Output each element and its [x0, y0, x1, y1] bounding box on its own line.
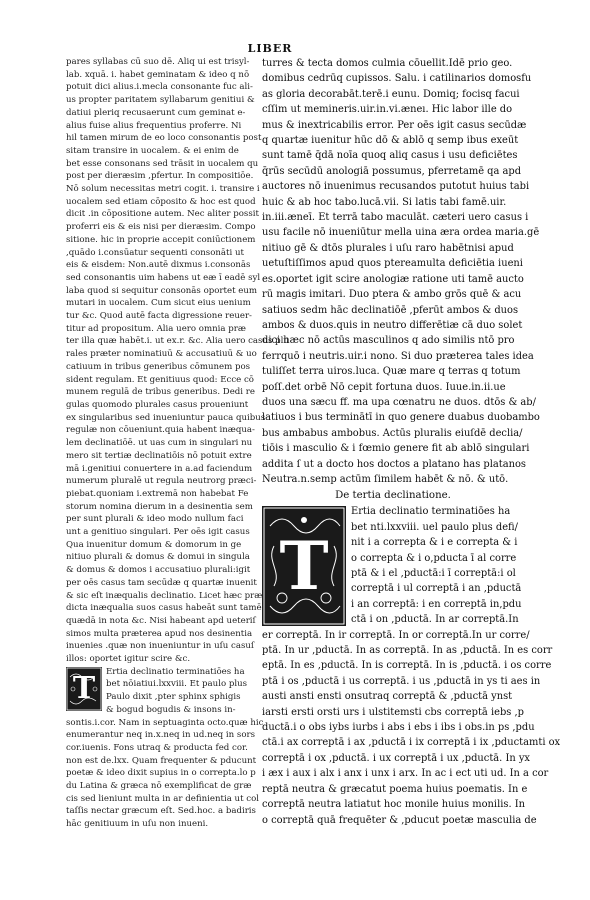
text-line: in.iii.æneī. Et terrā tabo maculāt. cæteri uero casus i — [262, 212, 529, 224]
text-line: correptā i ul correptā i an ,pductā — [351, 583, 522, 595]
text-line: ptā. In ur ,pductā. In as correptā. In as ,pductā. In es corr — [262, 645, 553, 657]
text-line: dicit .in cōpositione autem. Nec aliter possit — [66, 209, 259, 220]
text-line: cis sed lieniunt multa in ar definientia ut col — [66, 793, 260, 804]
text-line: bus ambabus ambobus. Actūs pluralis eiuſdē declia/ — [262, 427, 523, 439]
text-line: ductā.i o obs iybs iurbs i abs i ebs i ibs i obs.in ps ,pdu — [262, 722, 535, 734]
text-line: mutari in uocalem. Cum sicut eius uenium — [66, 298, 251, 309]
text-line: pares syllabas cū suo dē. Aliq ui est trisyl- — [66, 57, 250, 67]
text-line: duos una sæcu ff. ma upa cœnatru ne duos. dtōs & ab/ — [262, 396, 536, 408]
text-line: du Latina & græca nō exemplificat de græ — [66, 781, 252, 792]
text-line: numerum pluralē ut regula neutrorg præci- — [66, 476, 257, 487]
text-line: latiuos i bus terminātī in quo genere duabus duobambo — [262, 412, 540, 424]
left-column — [66, 56, 289, 846]
section-heading: De tertia declinatione. — [335, 490, 451, 502]
text-line: quædā in nota &c. Nisi habeant apd ueteriſ — [66, 615, 256, 626]
right-column-text — [262, 56, 540, 487]
text-line: piebat.quoniam i.extremā non habebat Fe — [66, 488, 249, 499]
text-line: nitiuo plurali & domus & domui in singula — [66, 552, 250, 563]
text-line: titur ad propositum. Alia uero omnia præ — [66, 323, 246, 334]
text-line: enumerantur neq in.x.neq in ud.neq in sors — [66, 730, 256, 741]
text-line: Neutra.n.semp actūm ſimilem habēt & nō. & utō. — [262, 473, 509, 485]
text-line: as gloria decorabāt.terē.i eunu. Domiq; focisq facui — [262, 88, 520, 100]
text-line: huic & ab hoc tabo.lucā.vii. Si latis tabi famē.uir. — [262, 196, 507, 208]
text-line: sontis.i.cor. Nam in septuaginta octo.quæ hic — [66, 717, 264, 728]
text-line: iarsti ersti orsti urs i ulstitemsti cbs correptā iebs ,p — [262, 706, 524, 718]
text-line: storum nomina dierum in a desinentia sem — [66, 501, 253, 512]
text-line: & sic eſt inæqualis declinatio. Licet hæc præ — [66, 590, 263, 601]
text-line: dicta inæqualia suos casus habeāt sunt tamē — [66, 603, 262, 614]
text-line: tiōis i masculio & i fœmio genere fit ab ablō singulari — [262, 443, 530, 455]
text-line: & domus & domos i accusatiuo plurali:igit — [66, 565, 251, 576]
text-line: sident regulam. Et genitiuus quod: Ecce cō — [66, 374, 254, 385]
text-line: & bogud bogudis & insons in- — [106, 704, 236, 715]
text-line: sed consonantis uim habens ut eæ ī eadē syl — [66, 272, 261, 283]
text-line: correptā i ox ,pductā. i ux correptā i ux ,pductā. In yx — [262, 752, 530, 764]
text-line: non est de.lxx. Quam frequenter & pducunt — [66, 755, 257, 766]
text-line: alius fuise alius frequentius proferre. Ni — [66, 120, 242, 131]
text-line: satiuos sedm hāc declinatiōē ,pferūt ambos & duos — [262, 304, 519, 316]
text-line: Nō solum necessitas metri cogit. i. transire i — [66, 184, 260, 195]
text-line: es.oportet igit scire anologiæ ratione uti tamē aucto — [262, 273, 524, 285]
text-line: proferri eis & eis nisi per dieræsim. Compo — [66, 222, 256, 233]
left-column-text — [66, 56, 289, 666]
decorated-initial-small — [66, 667, 102, 711]
text-line: unt a genitiuo singulari. Per oēs igit casus — [66, 527, 250, 538]
text-line: poſſ.det orbē Nō cepit fortuna duos. Iuue.in.ii.ue — [262, 381, 506, 393]
text-line: sitione. hic in proprie accepit coniūctionem — [66, 234, 256, 245]
text-line: nitiuo gē & dtōs plurales i uſu raro habētnisi apud — [262, 242, 514, 254]
text-line: turres & tecta domos culmia cōuellit.Idē prio geo. — [262, 58, 513, 69]
text-line: i an correptā: i en correptā in,pdu — [351, 598, 522, 610]
text-line: cor.iuenis. Fons utraq & producta fed cor. — [66, 742, 248, 753]
text-line: ,quādo i.consūatur sequenti consonāti ut — [66, 247, 244, 258]
text-line: mero sit tertiæ declinatiōis nō potuit extre — [66, 450, 252, 461]
text-line: dici hæc nō actūs masculinos q ado similis ntō pro — [262, 335, 515, 347]
text-line: nit i a correpta & i e correpta & i — [351, 537, 518, 549]
text-line: domibus cedrūq cupissos. Salu. i catilinarios domosfu — [262, 73, 532, 85]
right-column-text-after — [262, 643, 561, 828]
text-line: hāc genitiuum in uſu non inueni. — [66, 819, 209, 830]
text-line: sunt tamē q̄dā noīa quoq aliq casus i usu deficiētes — [262, 150, 518, 162]
text-line: ptā i os ,pductā i us correptā. i us ,pductā in ys ti aes in — [262, 675, 541, 687]
text-line: simos multa præterea apud nos desinentia — [66, 628, 253, 639]
text-line: ambos & duos.quis in neutro differētiæ cā duo solet — [262, 319, 523, 331]
text-line: hil tamen mirum de eo loco consonantis post — [66, 133, 262, 144]
text-line: post per dieræsim ,pfertur. In compositiōe. — [66, 171, 254, 182]
left-initial-paragraph — [66, 666, 254, 717]
text-line: usu facile nō inueniūtur mella uina æra ordea maria.gē — [262, 227, 540, 239]
text-line: tur &c. Quod autē facta digressione reuer- — [66, 311, 252, 322]
text-line: bet nti.lxxviii. uel paulo plus defi/ — [351, 521, 518, 533]
decorated-initial-large — [262, 506, 346, 626]
text-line: taſſis nectar græcum eſt. Sed.hoc. a badiris — [66, 806, 256, 817]
text-line: munem regulā de tribus generibus. Dedi re — [66, 387, 255, 398]
text-line: us propter paritatem syllabarum genitiui & — [66, 95, 255, 106]
text-line: lem declinatiōē. ut uas cum in singulari nu — [66, 438, 253, 449]
text-line: rales præter nominatiuū & accusatiuū & uo — [66, 349, 257, 360]
text-line: addita ſ ut a docto hos doctos a platano has platanos — [262, 458, 526, 470]
text-line: ptā & i el ,pductā:i ī correptā:i ol — [351, 568, 516, 579]
text-line: i æx i aux i alx i anx i unx i arx. In ac i ect uti ud. In a cor — [262, 768, 549, 780]
text-line: o correptā quā frequēter & ,pducut poetæ masculia de — [262, 814, 537, 826]
text-line: austi ansti ensti onsutraq correptā & ,pductā ynst — [262, 691, 513, 703]
text-line: Paulo dixit ,pter sphinx sphigis — [106, 692, 241, 703]
text-line: datiui pleriq recusaerunt cum geminat e- — [66, 107, 246, 118]
text-line: Ertia declinatio terminatiōes ha — [106, 666, 245, 677]
text-line: eis & eisdem: Non.autē dixmus i.consonās — [66, 260, 251, 271]
text-line: bet esse consonans sed trāsit in uocalem qu — [66, 158, 259, 169]
text-line: q̄rūs secūdū anologiā possumus, pferretamē qa apd — [262, 165, 522, 177]
text-line: per sunt plurali & ideo modo nullum faci — [66, 514, 244, 525]
text-line: ter illa quæ habēt.i. ut ex.r. &c. Alia uero casus plu — [66, 336, 289, 347]
text-line: potuit dici alius.i.mecla consonante fuc ali- — [66, 82, 253, 93]
text-line: mā i.genitiui conuertere in a.ad faciendum — [66, 463, 253, 474]
text-line: o correpta & i o,pducta ī al corre — [351, 552, 517, 564]
text-line: gulas quomodo plurales casus proueniunt — [66, 399, 249, 410]
text-line: uetuſtiſſimos apud quos ptereamulta deficiētia iueni — [262, 258, 523, 270]
running-head: LIBER — [247, 42, 293, 55]
right-initial-paragraph — [262, 504, 530, 643]
text-line: catiuum in tribus generibus cōmunem pos — [66, 361, 251, 372]
text-line: per oēs casus tam secūdæ q quartæ inuenit — [66, 577, 257, 588]
text-line: rū magis imitari. Duo ptera & ambo grōs quē & acu — [262, 289, 522, 301]
text-line: auctores nō inuenimus recusandos putotut huius tabi — [262, 181, 530, 193]
text-line: q quartæ iuenitur hūc dō & ablō q semp ibus exeūt — [262, 135, 519, 147]
text-line: er correptā. In ir correptā. In or correptā.In ur corre/ — [262, 629, 530, 641]
initial-letter: T — [72, 671, 96, 707]
text-line: lab. xquā. i. habet geminatam & ideo q nō — [66, 69, 250, 80]
text-line: ferrquō i neutris.uir.i nono. Si duo præterea tales idea — [262, 350, 534, 362]
text-line: reptā neutra & græcatut poema huius poematis. In e — [262, 783, 528, 795]
text-line: ex singularibus sed inueniuntur pauca quibus — [66, 412, 266, 423]
text-line: correptā neutra latiatut hoc monile huius monilis. In — [262, 799, 525, 811]
text-line: sitam transire in uocalem. & ei enim de — [66, 145, 239, 156]
text-line: inuenies .quæ non inueniuntur in uſu casuſ — [66, 641, 255, 652]
text-line: uocalem sed etiam cōposito & hoc est quod — [66, 196, 256, 207]
text-line: tuliſſet terra uiros.luca. Quæ mare q terras q totum — [262, 366, 521, 378]
text-line: eptā. In es ,pductā. In is correptā. In is ,pductā. i os corre — [262, 660, 552, 672]
text-line: ctā.i ax correptā i ax ,pductā i ix correptā i ix ,pductamti ox — [262, 737, 561, 749]
text-line: regulæ non cōueniunt.quia habent inæqua- — [66, 425, 255, 436]
text-line: poetæ & ideo dixit supius in o correpta.lo p — [66, 768, 256, 779]
text-line: Qua inuenitur domum & domorum in ge — [66, 539, 242, 550]
left-column-text-after — [66, 717, 264, 831]
right-column — [262, 56, 561, 846]
text-line: ctā i on ,pductā. In ar correptā.In — [351, 614, 519, 626]
text-line: cſſim ut memineris.uir.in.vi.æneı. Hic labor ille do — [262, 104, 513, 116]
text-line: laba quod si sequitur consonās oportet eum — [66, 285, 258, 296]
text-line: mus & inextricabilis error. Per oēs igit casus secūdæ — [262, 119, 527, 131]
text-line: Ertia declinatio terminatiōes ha — [351, 506, 511, 518]
text-line: illos: oportet igitur scire &c. — [66, 654, 191, 665]
text-line: bet nōiatiui.lxxviii. Et paulo plus — [106, 679, 248, 690]
initial-letter: T — [279, 527, 329, 606]
